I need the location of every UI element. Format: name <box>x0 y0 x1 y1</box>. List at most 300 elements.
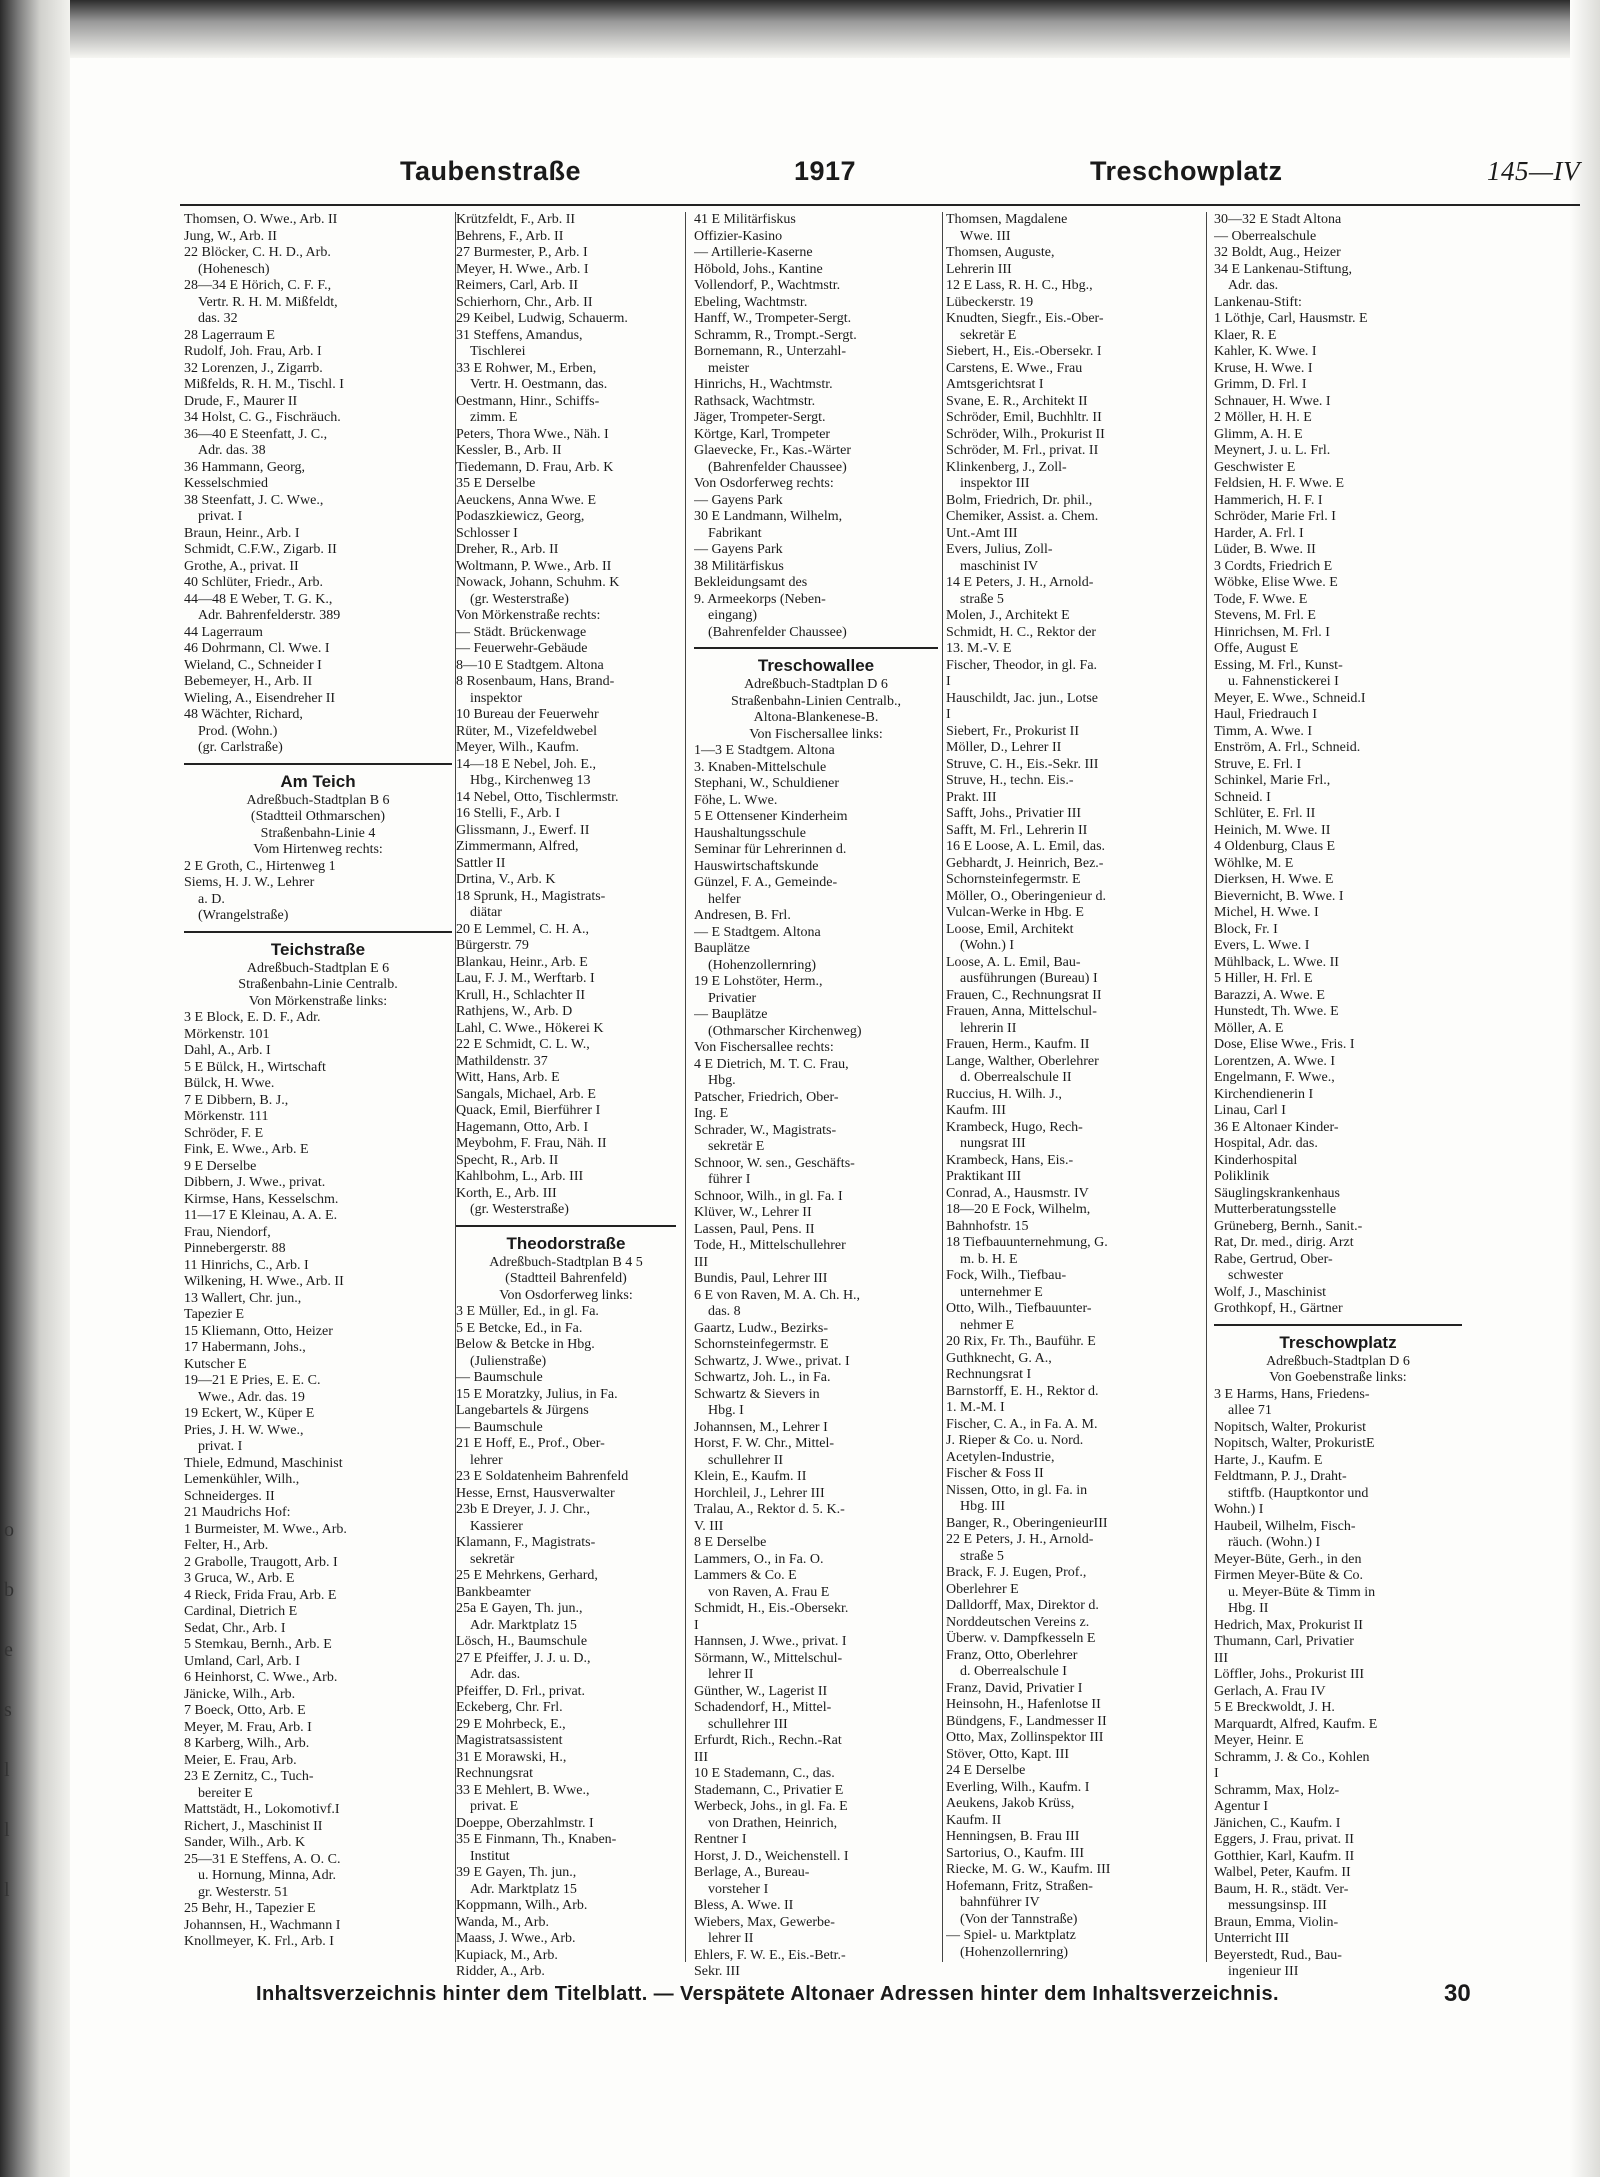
street-heading: Theodorstraße <box>506 1233 626 1253</box>
directory-entry-line: Wieland, C., Schneider I <box>184 657 322 673</box>
directory-entry-line: Fock, Wilh., Tiefbau- <box>946 1268 1067 1283</box>
section-rule <box>184 931 452 933</box>
directory-entry-line: 10 E Stademann, C., das. <box>694 1766 835 1781</box>
directory-entry-line: u. Hornung, Minna, Adr. <box>198 1868 337 1883</box>
directory-entry-line: Hunstedt, Th. Wwe. E <box>1214 1004 1339 1019</box>
directory-entry-line: Wohn.) I <box>1214 1502 1264 1517</box>
directory-entry-line: Rathsack, Wachtmstr. <box>694 393 816 409</box>
directory-entry-line: 28 Lagerraum E <box>184 327 275 343</box>
directory-entry-line: Meyer, Wilh., Kaufm. <box>456 740 580 755</box>
directory-entry-line: 3 E Müller, Ed., in gl. Fa. <box>456 1304 599 1319</box>
directory-entry-line: 22 E Schmidt, C. L. W., <box>456 1037 590 1052</box>
directory-entry-line: Pries, J. H. W. Wwe., <box>184 1422 304 1438</box>
directory-entry-line: Rathjens, W., Arb. D <box>456 1004 573 1019</box>
directory-entry-line: Klaer, R. E <box>1214 327 1277 343</box>
directory-entry-line: V. III <box>694 1518 724 1534</box>
directory-entry-line: Schwartz & Sievers in <box>694 1386 820 1402</box>
directory-entry-line: Tischlerei <box>470 344 526 359</box>
directory-entry-line: Struve, C. H., Eis.-Sekr. III <box>946 756 1099 772</box>
directory-entry-line: 17 Habermann, Johs., <box>184 1340 306 1355</box>
directory-entry-line: m. b. H. E <box>960 1251 1018 1267</box>
directory-entry-line: Rentner I <box>694 1832 747 1847</box>
directory-entry-line: Möller, O., Oberingenieur d. <box>946 888 1107 904</box>
directory-entry-line: Bornemann, R., Unterzahl- <box>694 344 847 359</box>
directory-entry-line: 24 E Derselbe <box>946 1763 1026 1778</box>
directory-entry-line: Nissen, Otto, in gl. Fa. in <box>946 1482 1088 1498</box>
directory-entry-line: 19 E Lohstöter, Herm., <box>694 974 823 989</box>
directory-entry-line: 33 E Mehlert, B. Wwe., <box>456 1782 590 1798</box>
street-info-line: Adreßbuch-Stadtplan D 6 <box>1266 1353 1410 1369</box>
directory-entry-line: Offizier-Kasino <box>694 228 783 244</box>
directory-column-4 <box>946 212 1198 1982</box>
directory-entry-line: Nowack, Johann, Schuhm. K <box>456 575 620 590</box>
directory-entry-line: Kupiack, M., Arb. <box>456 1947 558 1963</box>
directory-entry-line: Schröder, Emil, Buchhltr. II <box>946 410 1102 425</box>
directory-entry-line: Wwe., Adr. das. 19 <box>198 1389 305 1405</box>
directory-entry-line: 14 E Peters, J. H., Arnold- <box>946 575 1094 590</box>
directory-entry-line: Schierhorn, Chr., Arb. II <box>456 294 593 310</box>
street-info-line: Von Fischersallee links: <box>749 726 883 742</box>
directory-entry-line: Beyerstedt, Rud., Bau- <box>1214 1947 1342 1963</box>
directory-entry-line: Lorentzen, A. Wwe. I <box>1214 1053 1336 1069</box>
street-info-line: (Stadtteil Othmarschen) <box>250 809 386 824</box>
directory-entry-line: 9 E Derselbe <box>184 1158 257 1174</box>
directory-entry-line: messungsinsp. III <box>1228 1898 1327 1913</box>
directory-entry-line: Seminar für Lehrerinnen d. <box>694 842 847 857</box>
directory-entry-line: d. Oberrealschule II <box>960 1070 1072 1085</box>
directory-entry-line: privat. I <box>198 1439 243 1454</box>
directory-entry-line: Sartorius, O., Kaufm. III <box>946 1845 1085 1861</box>
directory-entry-line: 11 Hinrichs, C., Arb. I <box>184 1257 309 1273</box>
directory-entry-line: Lange, Walther, Oberlehrer <box>946 1053 1099 1069</box>
street-section <box>456 1225 676 1981</box>
directory-entry-line: 46 Dohrmann, Cl. Wwe. I <box>184 641 330 656</box>
directory-entry-line: u. Meyer-Büte & Timm in <box>1228 1584 1376 1600</box>
directory-entry-line: Hammerich, H. F. I <box>1214 492 1323 508</box>
directory-entry-line: Schröder, Marie Frl. I <box>1214 509 1336 524</box>
directory-entry-line: Gerlach, A. Frau IV <box>1214 1683 1326 1699</box>
directory-entry-line: Conrad, A., Hausmstr. IV <box>946 1185 1089 1201</box>
directory-entry-line: maschinist IV <box>960 558 1039 574</box>
directory-entry-line: Schnoor, W. sen., Geschäfts- <box>694 1155 855 1171</box>
header-rule <box>180 204 1580 206</box>
directory-entry-line: Brack, F. J. Eugen, Prof., <box>946 1565 1087 1580</box>
directory-entry-line: Johannsen, H., Wachmann I <box>184 1917 341 1933</box>
directory-entry-line: Eckeberg, Chr. Frl. <box>456 1700 563 1715</box>
directory-entry-line: Peters, Thora Wwe., Näh. I <box>456 426 609 442</box>
directory-entry-line: Krützfeldt, F., Arb. II <box>456 212 576 227</box>
directory-entry-line: 20 Rix, Fr. Th., Bauführ. E <box>946 1334 1096 1349</box>
directory-entry-line: 38 Militärfiskus <box>694 558 784 574</box>
directory-entry-line: Schröder, M. Frl., privat. II <box>946 443 1099 458</box>
directory-entry-line: Rüter, M., Vizefeldwebel <box>456 723 598 739</box>
street-info-line: Von Goebenstraße links: <box>1269 1370 1407 1385</box>
directory-entry-line: Frauen, C., Rechnungsrat II <box>946 987 1102 1003</box>
directory-entry-line: Dierksen, H. Wwe. E <box>1214 872 1334 887</box>
directory-entry-line: Carstens, E. Wwe., Frau <box>946 360 1083 376</box>
directory-entry-line: 9. Armeekorps (Neben- <box>694 591 826 607</box>
directory-entry-line: Siebert, H., Eis.-Obersekr. I <box>946 344 1102 359</box>
directory-entry-line: Lankenau-Stift: <box>1214 294 1302 310</box>
directory-entry-line: ingenieur III <box>1228 1964 1299 1979</box>
directory-entry-line: meister <box>708 360 750 376</box>
directory-entry-line: J. Rieper & Co. u. Nord. <box>946 1433 1084 1448</box>
directory-entry-line: Fink, E. Wwe., Arb. E <box>184 1142 309 1157</box>
directory-entry-line: Schmidt, H. C., Rektor der <box>946 624 1097 640</box>
directory-entry-line: Oberlehrer E <box>946 1581 1019 1597</box>
directory-entry-line: Klüver, W., Lehrer II <box>694 1205 812 1220</box>
directory-entry-line: Riecke, M. G. W., Kaufm. III <box>946 1862 1111 1877</box>
directory-entry-line: Banger, R., OberingenieurIII <box>946 1515 1108 1531</box>
section-rule <box>1214 1324 1462 1326</box>
directory-entry-line: Kinderhospital <box>1214 1152 1298 1168</box>
directory-entry-line: 29 Keibel, Ludwig, Schauerm. <box>456 311 628 326</box>
directory-entry-line: Meyer-Büte, Gerh., in den <box>1214 1551 1362 1567</box>
directory-entry-line: Schnauer, H. Wwe. I <box>1214 393 1331 409</box>
directory-entry-line: straße 5 <box>960 591 1004 607</box>
directory-entry-line: lehrer II <box>708 1931 754 1946</box>
directory-entry-line: Evers, Julius, Zoll- <box>946 542 1053 557</box>
directory-entry-line: Adr. Marktplatz 15 <box>470 1881 577 1897</box>
directory-entry-line: (gr. Westerstraße) <box>470 591 569 607</box>
directory-entry-line: Henningsen, B. Frau III <box>946 1829 1080 1844</box>
directory-entry-line: 18 Tiefbauunternehmung, G. <box>946 1235 1108 1250</box>
directory-entry-line: Vertr. R. H. M. Mißfeldt, <box>198 294 338 310</box>
street-info-line: Von Mörkenstraße links: <box>248 993 388 1009</box>
directory-entry-line: Molen, J., Architekt E <box>946 608 1070 623</box>
directory-entry-line: u. Fahnenstickerei I <box>1228 674 1339 689</box>
directory-entry-line: 36—40 E Steenfatt, J. C., <box>184 426 328 442</box>
directory-entry-line: Kesselschmied <box>184 476 268 491</box>
directory-entry-line: 25 Behr, H., Tapezier E <box>184 1901 316 1916</box>
directory-entry-line: Baum, H. R., städt. Ver- <box>1214 1881 1349 1897</box>
header-year: 1917 <box>794 156 857 186</box>
directory-entry-line: Specht, R., Arb. II <box>456 1152 559 1168</box>
directory-entry-line: Säuglingskrankenhaus <box>1214 1185 1340 1201</box>
directory-entry-line: Podaszkiewicz, Georg, <box>456 509 585 524</box>
directory-entry-line: Schinkel, Marie Frl., <box>1214 773 1331 788</box>
directory-entry-line: Kahler, K. Wwe. I <box>1214 344 1317 359</box>
directory-entry-line: Jänichen, C., Kaufm. I <box>1214 1815 1341 1831</box>
directory-entry-line: Möller, A. E <box>1214 1020 1284 1036</box>
column-divider <box>942 212 943 1962</box>
directory-entry-line: Maass, J. Wwe., Arb. <box>456 1931 576 1946</box>
directory-entry-line: Hinrichsen, M. Frl. I <box>1214 624 1330 640</box>
directory-entry-line: Hanff, W., Trompeter-Sergt. <box>694 311 852 326</box>
directory-entry-line: Drude, F., Maurer II <box>184 393 298 409</box>
directory-entry-line: Franz, David, Privatier I <box>946 1680 1083 1696</box>
directory-entry-line: Evers, L. Wwe. I <box>1214 938 1310 953</box>
directory-entry-line: 39 E Gayen, Th. jun., <box>456 1865 577 1880</box>
directory-entry-line: 44—48 E Weber, T. G. K., <box>184 591 333 607</box>
directory-entry-line: Adr. das. <box>1228 278 1279 293</box>
directory-entry-line: Lüder, B. Wwe. II <box>1214 542 1316 557</box>
directory-entry-line: Krambeck, Hans, Eis.- <box>946 1152 1074 1168</box>
street-info-line: Straßenbahn-Linie Centralb. <box>238 977 398 992</box>
directory-entry-line: Feldtmann, P. J., Draht- <box>1214 1469 1347 1484</box>
directory-entry-line: 31 E Morawski, H., <box>456 1749 567 1765</box>
directory-entry-line: Wöbke, Elise Wwe. E <box>1214 575 1338 590</box>
street-section <box>1214 1324 1462 1983</box>
directory-entry-line: Lahl, C. Wwe., Hökerei K <box>456 1020 604 1036</box>
directory-entry-line: Vollendorf, P., Wachtmstr. <box>694 278 841 293</box>
directory-entry-line: lehrer <box>470 1452 503 1468</box>
directory-entry-line: ausführungen (Bureau) I <box>960 971 1098 986</box>
directory-entry-line: 22 Blöcker, C. H. D., Arb. <box>184 245 331 260</box>
directory-entry-line: a. D. <box>198 891 225 907</box>
directory-entry-line: Ridder, A., Arb. <box>456 1964 545 1979</box>
directory-entry-line: Tralau, A., Rektor d. 5. K.- <box>694 1502 845 1517</box>
directory-entry-line: 5 Hiller, H. Frl. E <box>1214 971 1313 986</box>
directory-entry-line: Grothe, A., privat. II <box>184 558 299 574</box>
directory-entry-line: das. 8 <box>708 1304 741 1319</box>
directory-entry-line: 11—17 E Kleinau, A. A. E. <box>184 1208 338 1223</box>
directory-entry-line: inspektor III <box>960 476 1030 491</box>
margin-mark: l <box>4 1879 10 1901</box>
directory-entry-line: Rechnungsrat <box>456 1766 533 1781</box>
directory-entry-line: Schornsteinfegermstr. E <box>946 872 1081 887</box>
directory-entry-line: 3 E Harms, Hans, Friedens- <box>1214 1386 1370 1402</box>
directory-entry-line: (Othmarscher Kirchenweg) <box>708 1023 862 1039</box>
section-rule <box>694 647 938 649</box>
directory-entry-line: Knudten, Siegfr., Eis.-Ober- <box>946 311 1104 326</box>
directory-entry-line: diätar <box>470 905 502 920</box>
directory-entry-line: eingang) <box>708 608 757 623</box>
directory-entry-line: Haubeil, Wilhelm, Fisch- <box>1214 1518 1356 1534</box>
directory-entry-line: Sörmann, W., Mittelschul- <box>694 1650 843 1666</box>
directory-entry-line: Günzel, F. A., Gemeinde- <box>694 875 838 890</box>
header-page-number: 145—IV <box>1487 156 1580 186</box>
directory-entry-line: Horst, J. D., Weichenstell. I <box>694 1848 849 1864</box>
directory-entry-line: Siems, H. J. W., Lehrer <box>184 875 315 890</box>
directory-entry-line: Glaevecke, Fr., Kas.-Wärter <box>694 443 852 458</box>
directory-entry-line: 32 Lorenzen, J., Zigarrb. <box>184 360 323 376</box>
directory-entry-line: Eggers, J. Frau, privat. II <box>1214 1832 1354 1847</box>
directory-entry-line: Von Fischersallee rechts: <box>694 1040 834 1055</box>
directory-entry-line: Wanda, M., Arb. <box>456 1914 549 1930</box>
directory-entry-line: 15 E Moratzky, Julius, in Fa. <box>456 1386 618 1402</box>
directory-entry-line: 4 Rieck, Frida Frau, Arb. E <box>184 1587 337 1603</box>
directory-entry-line: Mattstädt, H., Lokomotivf.I <box>184 1802 340 1817</box>
directory-entry-line: Bahnhofstr. 15 <box>946 1218 1029 1234</box>
directory-entry-line: 36 E Altonaer Kinder- <box>1214 1119 1339 1135</box>
directory-entry-line: Richert, J., Maschinist II <box>184 1818 323 1834</box>
directory-entry-line: (Wrangelstraße) <box>198 908 289 923</box>
directory-entry-line: Woltmann, P. Wwe., Arb. II <box>456 558 612 574</box>
directory-entry-line: 16 E Loose, A. L. Emil, das. <box>946 839 1106 854</box>
directory-entry-line: Pfeiffer, D. Frl., privat. <box>456 1683 586 1699</box>
directory-entry-line: 21 Maudrichs Hof: <box>184 1505 291 1520</box>
directory-entry-line: Krambeck, Hugo, Rech- <box>946 1119 1083 1135</box>
directory-entry-line: Marquardt, Alfred, Kaufm. E <box>1214 1716 1378 1732</box>
directory-entry-line: Meynert, J. u. L. Frl. <box>1214 443 1331 458</box>
directory-entry-line: Braun, Emma, Violin- <box>1214 1914 1339 1930</box>
directory-entry-line: Nopitsch, Walter, Prokurist <box>1214 1419 1367 1435</box>
directory-entry-line: Wwe. III <box>960 228 1011 244</box>
street-info-line: (Stadtteil Bahrenfeld) <box>505 1271 627 1286</box>
directory-entry-line: Schneid. I <box>1214 789 1271 805</box>
street-info-line: Von Osdorferweg links: <box>499 1287 633 1303</box>
directory-entry-line: Schmidt, H., Eis.-Obersekr. <box>694 1601 849 1616</box>
directory-entry-line: Glimm, A. H. E <box>1214 426 1303 442</box>
directory-entry-line: Koppmann, Wilh., Arb. <box>456 1898 588 1913</box>
directory-entry-line: Schwartz, Joh. L., in Fa. <box>694 1370 831 1385</box>
directory-entry-line: 10 Bureau der Feuerwehr <box>456 707 599 722</box>
directory-entry-line: Bauplätze <box>694 941 750 956</box>
directory-entry-line: Amtsgerichtsrat I <box>946 377 1044 392</box>
street-heading: Am Teich <box>280 771 356 791</box>
directory-entry-line: 14 Nebel, Otto, Tischlermstr. <box>456 789 619 805</box>
directory-entry-line: 13 Wallert, Chr. jun., <box>184 1290 302 1306</box>
directory-entry-line: 4 E Dietrich, M. T. C. Frau, <box>694 1056 849 1072</box>
directory-entry-line: bahnführer IV <box>960 1895 1040 1910</box>
directory-entry-line: Unt.-Amt III <box>946 525 1018 541</box>
directory-entry-line: 25a E Gayen, Th. jun., <box>456 1601 583 1616</box>
directory-entry-line: 3 E Block, E. D. F., Adr. <box>184 1010 321 1025</box>
directory-entry-line: 30—32 E Stadt Altona <box>1214 212 1342 227</box>
directory-entry-line: Svane, E. R., Architekt II <box>946 393 1088 409</box>
directory-entry-line: Krull, H., Schlachter II <box>456 987 586 1003</box>
directory-entry-line: Ehlers, F. W. E., Eis.-Betr.- <box>694 1947 846 1963</box>
directory-column-5 <box>1214 212 1462 1982</box>
directory-entry-line: 27 E Pfeiffer, J. J. u. D., <box>456 1650 591 1666</box>
directory-entry-line: Fischer, C. A., in Fa. A. M. <box>946 1416 1098 1432</box>
directory-entry-line: Rudolf, Joh. Frau, Arb. I <box>184 344 322 359</box>
directory-entry-line: — Spiel- u. Marktplatz <box>946 1928 1076 1943</box>
directory-entry-line: allee 71 <box>1228 1403 1272 1418</box>
directory-entry-line: Loose, A. L. Emil, Bau- <box>946 954 1081 970</box>
directory-entry-line: Feldsien, H. F. Wwe. E <box>1214 476 1345 491</box>
directory-entry-line: Hbg. I <box>708 1403 744 1418</box>
directory-entry-line: Gebhardt, J. Heinrich, Bez.- <box>946 855 1104 871</box>
directory-entry-line: unternehmer E <box>960 1284 1043 1300</box>
directory-entry-line: Grimm, D. Frl. I <box>1214 377 1307 392</box>
directory-entry-line: 23 E Soldatenheim Bahrenfeld <box>456 1469 629 1484</box>
directory-entry-line: Frauen, Anna, Mittelschul- <box>946 1004 1097 1019</box>
directory-entry-line: Jäger, Trompeter-Sergt. <box>694 410 826 425</box>
directory-entry-line: Geschwister E <box>1214 459 1296 475</box>
directory-entry-line: Dahl, A., Arb. I <box>184 1043 271 1058</box>
directory-entry-line: Reimers, Carl, Arb. II <box>456 278 579 293</box>
directory-entry-line: Hofemann, Fritz, Straßen- <box>946 1878 1093 1894</box>
directory-entry-line: 8—10 E Stadtgem. Altona <box>456 657 604 673</box>
directory-entry-line: Wilkening, H. Wwe., Arb. II <box>184 1274 344 1289</box>
directory-entry-line: Sedat, Chr., Arb. I <box>184 1620 286 1636</box>
directory-entry-line: Sattler II <box>456 855 506 871</box>
page-header <box>170 150 1580 190</box>
margin-mark: s <box>4 1699 12 1721</box>
directory-entry-line: Kaufm. III <box>946 1103 1006 1118</box>
directory-entry-line: Doeppe, Oberzahlmstr. I <box>456 1815 594 1831</box>
directory-entry-line: Föhe, L. Wwe. <box>694 792 778 808</box>
directory-entry-line: (Bahrenfelder Chaussee) <box>708 459 847 475</box>
directory-entry-line: 19 Eckert, W., Küper E <box>184 1406 315 1421</box>
directory-entry-line: Ing. E <box>694 1106 729 1121</box>
directory-entry-line: Stademann, C., Privatier E <box>694 1782 844 1798</box>
directory-entry-line: Dibbern, J. Wwe., privat. <box>184 1175 326 1190</box>
street-section <box>694 647 938 1981</box>
directory-entry-line: Tode, F. Wwe. E <box>1214 591 1308 607</box>
directory-entry-line: Chemiker, Assist. a. Chem. <box>946 509 1099 524</box>
directory-entry-line: Glissmann, J., Ewerf. II <box>456 822 590 838</box>
street-info-line: Adreßbuch-Stadtplan E 6 <box>246 960 390 976</box>
directory-entry-line: Barazzi, A. Wwe. E <box>1214 987 1325 1003</box>
directory-entry-line: Hesse, Ernst, Hausverwalter <box>456 1485 615 1501</box>
directory-entry-line: Michel, H. Wwe. I <box>1214 905 1319 920</box>
directory-entry-line: Prod. (Wohn.) <box>198 723 278 739</box>
street-info-line: Vom Hirtenweg rechts: <box>253 842 383 857</box>
directory-entry-line: Hbg. III <box>960 1499 1006 1514</box>
directory-entry-line: Offe, August E <box>1214 641 1299 656</box>
directory-entry-line: 5 E Betcke, Ed., in Fa. <box>456 1320 583 1336</box>
directory-entry-line: Pinnebergerstr. 88 <box>184 1241 286 1256</box>
directory-entry-line: Unterricht III <box>1214 1931 1290 1946</box>
directory-entry-line: Dalldorff, Max, Direktor d. <box>946 1598 1099 1613</box>
directory-entry-line: Fischer & Foss II <box>946 1466 1044 1481</box>
directory-entry-line: Safft, M. Frl., Lehrerin II <box>946 822 1088 838</box>
directory-entry-line: Mathildenstr. 37 <box>456 1053 548 1069</box>
directory-entry-line: Kahlbohm, L., Arb. III <box>456 1169 584 1184</box>
directory-entry-line: bereiter E <box>198 1785 253 1801</box>
directory-entry-line: Hospital, Adr. das. <box>1214 1136 1318 1151</box>
directory-entry-line: Dreher, R., Arb. II <box>456 542 559 557</box>
directory-entry-line: (Hohenzollernring) <box>960 1944 1069 1960</box>
directory-entry-line: 41 E Militärfiskus <box>694 212 796 227</box>
directory-entry-line: Barnstorff, E. H., Rektor d. <box>946 1383 1099 1399</box>
directory-entry-line: 2 Grabolle, Traugott, Arb. I <box>184 1554 338 1570</box>
directory-entry-line: Ruccius, H. Wilh. J., <box>946 1086 1062 1102</box>
directory-entry-line: Mühlback, L. Wwe. II <box>1214 954 1339 970</box>
directory-entry-line: Harte, J., Kaufm. E <box>1214 1452 1323 1468</box>
directory-entry-line: Wiebers, Max, Gewerbe- <box>694 1914 835 1930</box>
directory-entry-line: 27 Burmester, P., Arb. I <box>456 245 588 260</box>
directory-entry-line: Hbg., Kirchenweg 13 <box>470 773 591 788</box>
directory-entry-line: Frau, Niendorf, <box>184 1224 271 1240</box>
directory-entry-line: das. 32 <box>198 311 238 326</box>
directory-entry-line: Adr. Bahrenfelderstr. 389 <box>198 608 341 623</box>
directory-entry-line: Bankbeamter <box>456 1584 531 1600</box>
directory-entry-line: Sangals, Michael, Arb. E <box>456 1086 596 1102</box>
directory-entry-line: — Feuerwehr-Gebäude <box>456 641 588 656</box>
directory-entry-line: (Julienstraße) <box>470 1353 547 1369</box>
directory-entry-line: schwester <box>1228 1268 1284 1283</box>
directory-entry-line: 1. M.-M. I <box>946 1400 1005 1415</box>
header-street-start: Taubenstraße <box>400 156 582 186</box>
directory-entry-line: Stevens, M. Frl. E <box>1214 608 1316 623</box>
left-margin-marks <box>4 1500 18 1920</box>
directory-entry-line: Cardinal, Dietrich E <box>184 1604 298 1619</box>
directory-entry-line: Lammers & Co. E <box>694 1568 797 1583</box>
directory-entry-line: Gaartz, Ludw., Bezirks- <box>694 1320 828 1336</box>
directory-entry-line: Struve, E. Frl. I <box>1214 756 1302 772</box>
directory-entry-line: Aeuckens, Anna Wwe. E <box>456 492 597 508</box>
directory-entry-line: 33 E Rohwer, M., Erben, <box>456 360 597 376</box>
directory-entry-line: Felter, H., Arb. <box>184 1538 269 1553</box>
directory-entry-line: Struve, H., techn. Eis.- <box>946 773 1074 788</box>
directory-entry-line: Klein, E., Kaufm. II <box>694 1469 807 1484</box>
directory-entry-line: Otto, Max, Zollinspektor III <box>946 1730 1104 1745</box>
directory-entry-line: Lassen, Paul, Pens. II <box>694 1221 815 1237</box>
directory-entry-line: 4 Oldenburg, Claus E <box>1214 839 1336 854</box>
directory-entry-line: Guthknecht, G. A., <box>946 1350 1052 1366</box>
directory-entry-line: Haul, Friedrauch I <box>1214 707 1318 722</box>
directory-entry-line: Meyer, H. Wwe., Arb. I <box>456 261 589 277</box>
directory-entry-line: 15 Kliemann, Otto, Heizer <box>184 1323 333 1339</box>
directory-entry-line: Andresen, B. Frl. <box>694 908 791 923</box>
margin-mark: l <box>4 1759 10 1781</box>
street-info-line: Adreßbuch-Stadtplan D 6 <box>744 677 888 692</box>
directory-entry-line: Schlosser I <box>456 525 518 541</box>
